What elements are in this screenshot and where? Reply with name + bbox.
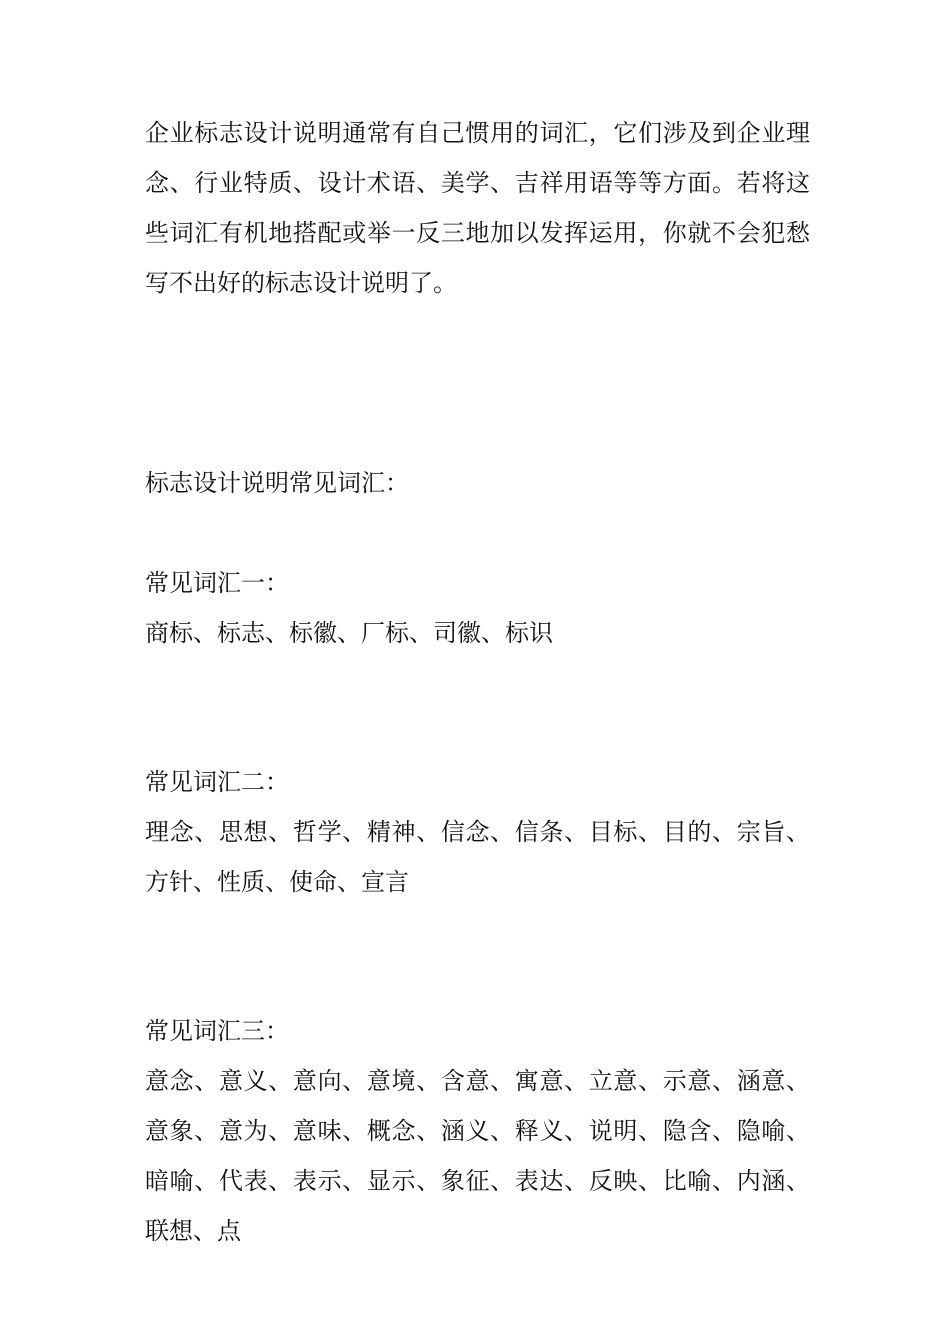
group-1-words: 商标、标志、标徽、厂标、司徽、标识 xyxy=(145,619,553,647)
group-3-title: 常见词汇三： xyxy=(145,1017,289,1045)
intro-paragraph: 企业标志设计说明通常有自己惯用的词汇，它们涉及到企业理念、行业特质、设计术语、美学、吉祥用语等等方面。若将这些词汇有机地搭配或举一反三地加以发挥运用，你就不会犯愁写不出好的标志设计说明了。 xyxy=(145,119,810,297)
group-2-words: 理念、思想、哲学、精神、信念、信条、目标、目的、宗旨、方针、性质、使命、宣言 xyxy=(145,818,810,896)
group-1-title: 常见词汇一： xyxy=(145,569,289,597)
group-2-title: 常见词汇二： xyxy=(145,768,289,796)
group-3-words: 意念、意义、意向、意境、含意、寓意、立意、示意、涵意、意象、意为、意味、概念、涵义、释义、说明、隐含、隐喻、暗喻、代表、表示、显示、象征、表达、反映、比喻、内涵、联想、点 xyxy=(145,1067,810,1245)
section-title: 标志设计说明常见词汇： xyxy=(145,469,409,497)
